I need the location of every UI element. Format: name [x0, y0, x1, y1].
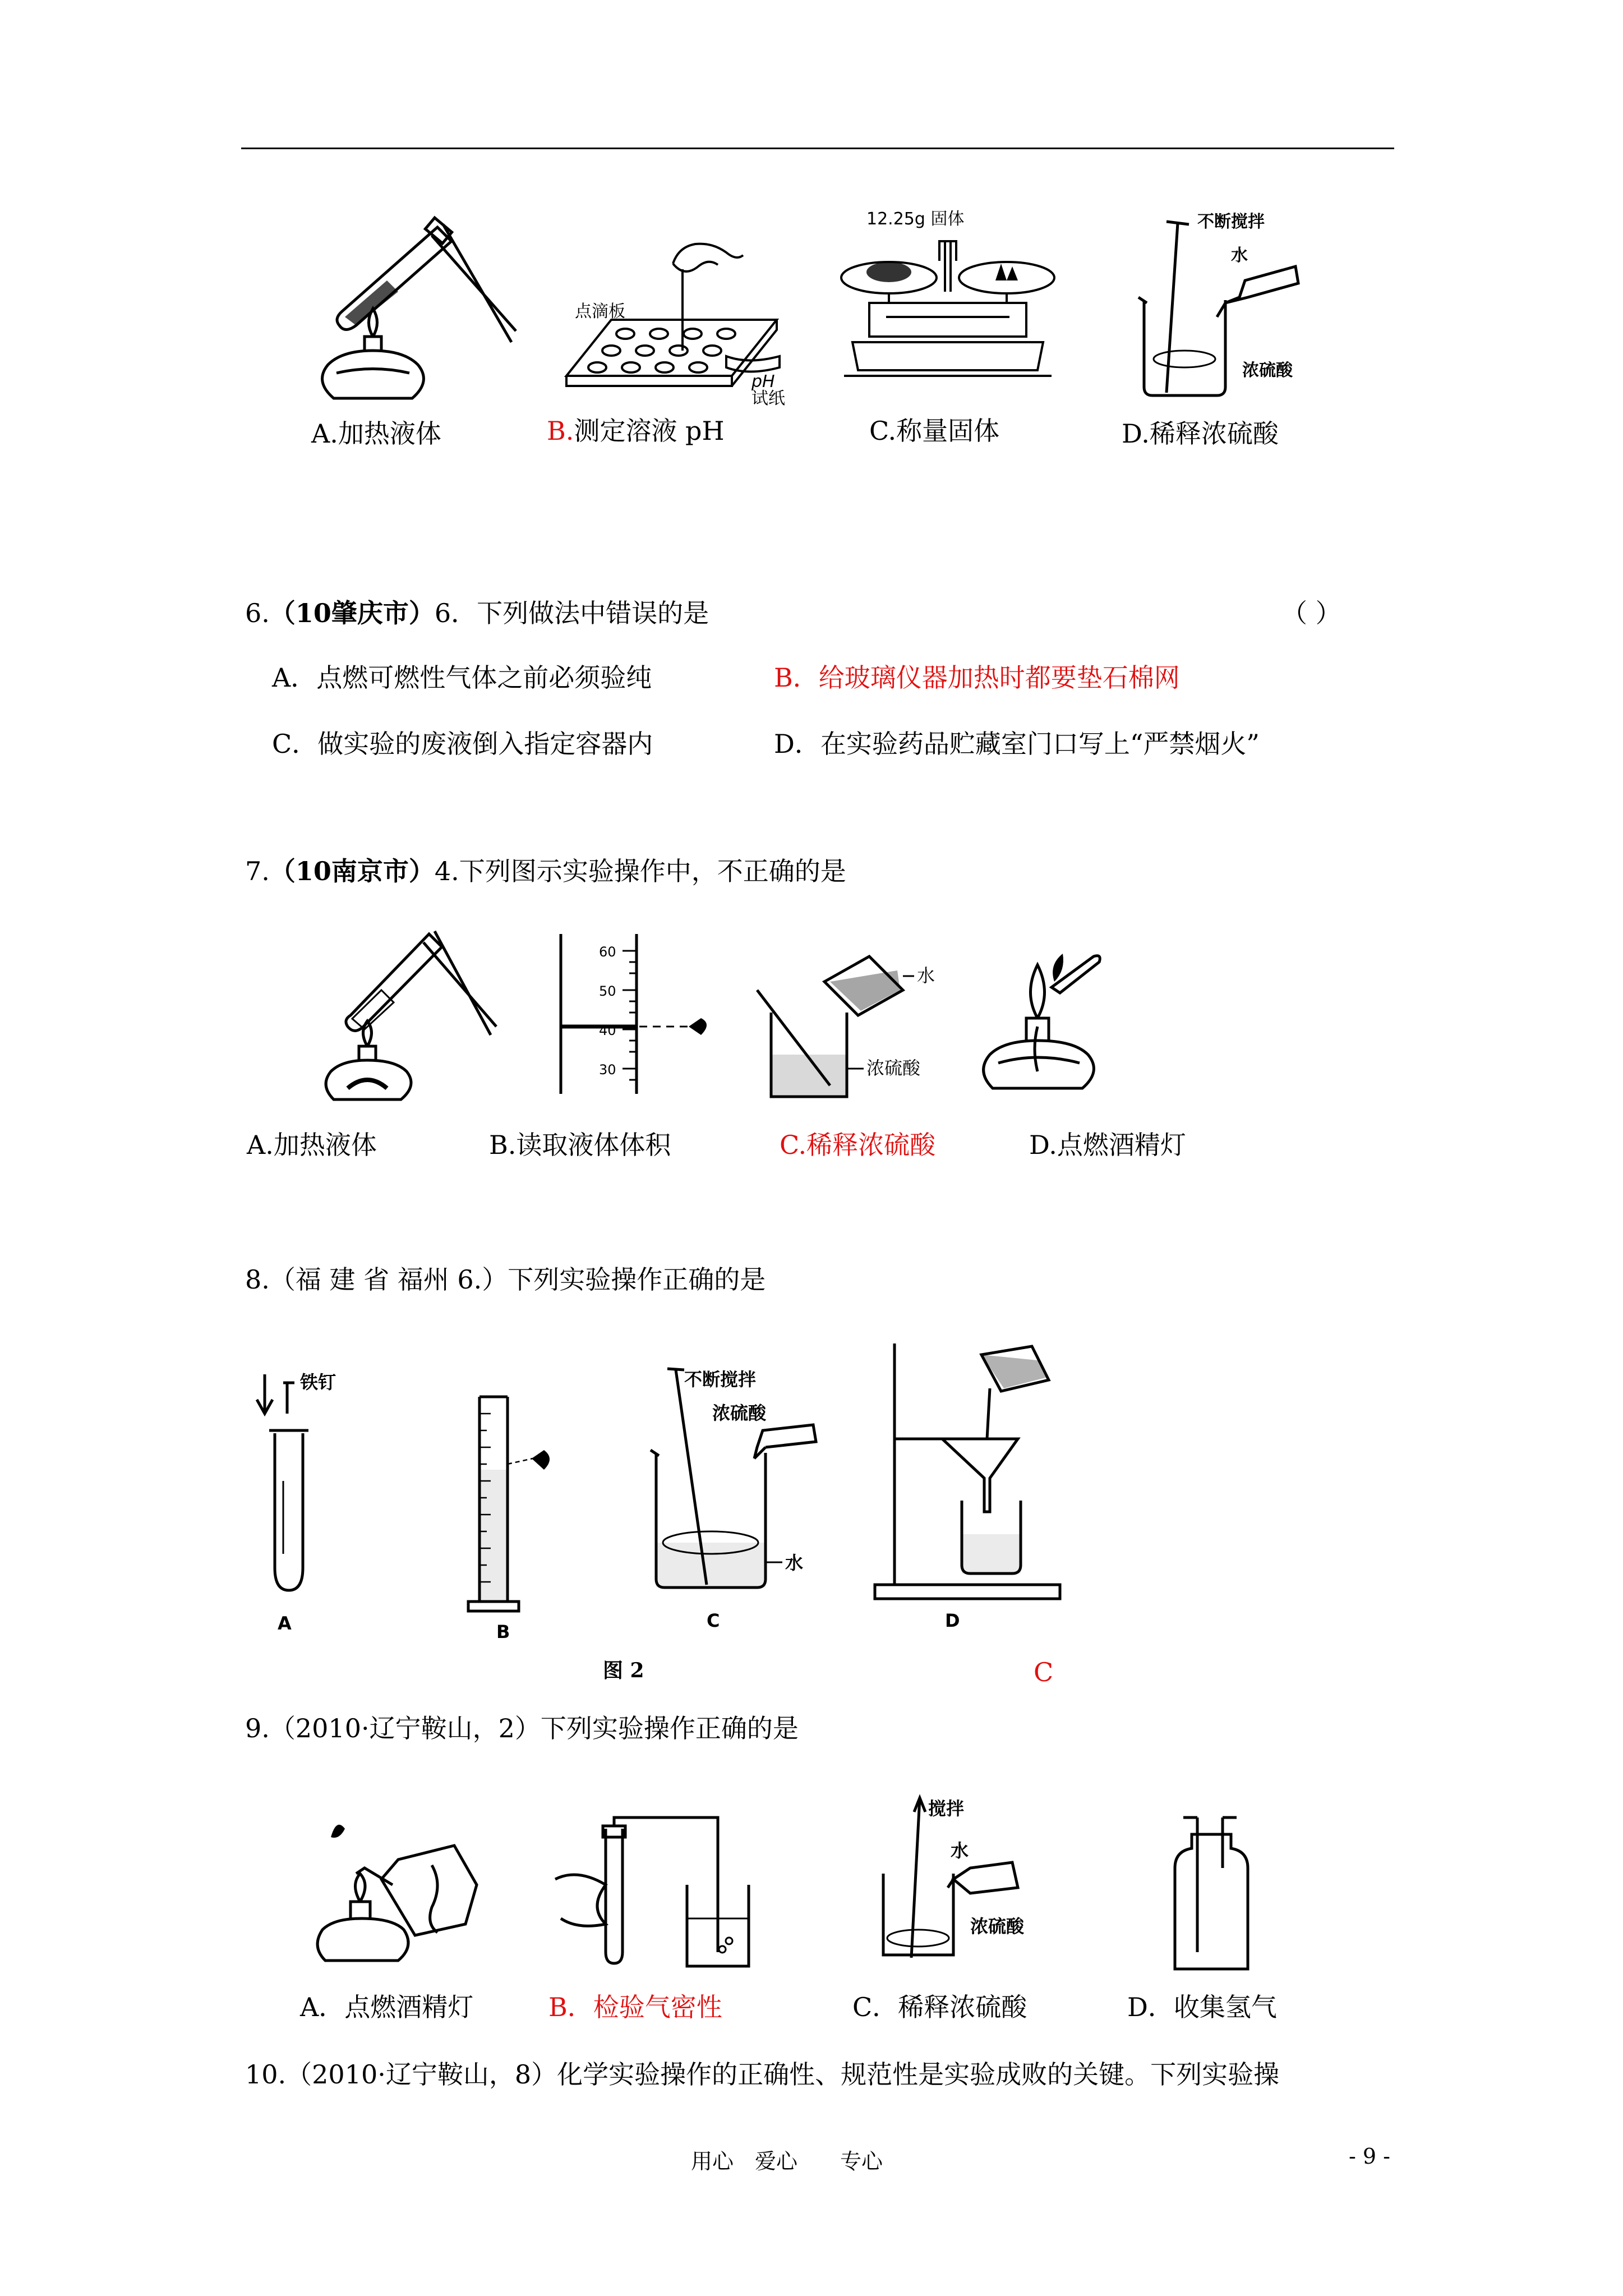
svg-text:pH: pH — [751, 372, 775, 392]
svg-text:试纸: 试纸 — [751, 389, 785, 408]
q6-option-d: D．在实验药品贮藏室门口写上“严禁烟火” — [774, 729, 1260, 759]
q6-option-c: C．做实验的废液倒入指定容器内 — [272, 729, 653, 759]
q8-stem: 8.（福 建 省 福州 6.）下列实验操作正确的是 — [245, 1264, 766, 1295]
svg-text:水: 水 — [917, 965, 935, 986]
q5-label-a: A.加热液体 — [311, 418, 441, 449]
q5-figure-d — [1133, 208, 1368, 404]
q9-label-b: B．检验气密性 — [548, 1992, 722, 2022]
svg-text:不断搅拌: 不断搅拌 — [684, 1369, 757, 1390]
svg-text:C: C — [707, 1610, 720, 1631]
svg-text:浓硫酸: 浓硫酸 — [1242, 361, 1293, 380]
svg-text:搅拌: 搅拌 — [928, 1798, 965, 1819]
q5-figure-c — [836, 208, 1060, 404]
q6-option-a: A．点燃可燃性气体之前必须验纯 — [272, 662, 652, 693]
svg-text:浓硫酸: 浓硫酸 — [970, 1916, 1025, 1937]
page-number: - 9 - — [1349, 2144, 1391, 2169]
q7-label-d: D.点燃酒精灯 — [1029, 1130, 1186, 1160]
svg-text:30: 30 — [599, 1062, 616, 1078]
svg-text:水: 水 — [785, 1552, 804, 1573]
q8-figure-d — [869, 1338, 1071, 1630]
q9-label-a: A．点燃酒精灯 — [300, 1992, 474, 2022]
q7-figure-b — [538, 931, 723, 1099]
svg-text:60: 60 — [599, 944, 616, 960]
q8-figure-b — [460, 1391, 572, 1649]
q9-label-d: D．收集氢气 — [1127, 1992, 1277, 2022]
q8-figure-a — [252, 1369, 387, 1649]
q5-label-d: D.稀释浓硫酸 — [1122, 418, 1279, 449]
svg-text:点滴板: 点滴板 — [575, 302, 625, 321]
svg-text:浓硫酸: 浓硫酸 — [866, 1057, 921, 1079]
q5-label-c: C.称量固体 — [869, 416, 1000, 446]
q7-stem: 7.（10南京市）4.下列图示实验操作中，不正确的是 — [245, 856, 846, 886]
q9-figure-b — [555, 1818, 768, 1975]
q6-stem: 6.（10肇庆市）6．下列做法中错误的是 — [245, 598, 709, 628]
q5-figure-b — [558, 236, 794, 408]
svg-text:40: 40 — [599, 1023, 616, 1038]
svg-text:水: 水 — [951, 1840, 969, 1861]
q8-figure-caption: 图 2 — [603, 1659, 644, 1682]
q5-figure-a — [303, 213, 516, 404]
header-rule — [241, 148, 1394, 149]
q7-figure-d — [981, 920, 1138, 1105]
footer-slogan: 用心 爱心 专心 — [691, 2149, 883, 2174]
q5-label-b: B.测定溶液 pH — [547, 416, 725, 446]
svg-text:不断搅拌: 不断搅拌 — [1197, 212, 1265, 232]
svg-text:A: A — [278, 1613, 292, 1634]
svg-text:铁钉: 铁钉 — [300, 1372, 336, 1393]
q6-answer-bracket: （ ） — [1281, 598, 1341, 628]
q9-figure-a — [314, 1812, 482, 1969]
svg-text:50: 50 — [599, 983, 616, 999]
q8-answer: C — [1034, 1657, 1054, 1687]
svg-text:D: D — [945, 1610, 960, 1631]
svg-text:水: 水 — [1231, 246, 1248, 265]
q10-stem: 10.（2010·辽宁鞍山，8）化学实验操作的正确性、规范性是实验成败的关键。下列实验操 — [245, 2059, 1280, 2090]
q7-figure-c — [746, 937, 953, 1105]
q6-option-b: B．给玻璃仪器加热时都要垫石棉网 — [774, 662, 1180, 693]
q8-figure-c — [645, 1363, 869, 1632]
q7-label-b: B.读取液体体积 — [489, 1130, 671, 1160]
q9-figure-d — [1166, 1818, 1256, 1975]
q7-figure-a — [320, 920, 499, 1111]
svg-text:12.25g 固体: 12.25g 固体 — [866, 209, 965, 229]
q7-label-a: A.加热液体 — [247, 1130, 377, 1160]
q9-label-c: C．稀释浓硫酸 — [852, 1992, 1027, 2022]
q9-figure-c — [875, 1789, 1066, 1969]
q9-stem: 9.（2010·辽宁鞍山，2）下列实验操作正确的是 — [245, 1713, 799, 1743]
svg-text:浓硫酸: 浓硫酸 — [712, 1402, 767, 1424]
q7-label-c: C.稀释浓硫酸 — [780, 1130, 936, 1160]
svg-text:B: B — [496, 1621, 510, 1642]
